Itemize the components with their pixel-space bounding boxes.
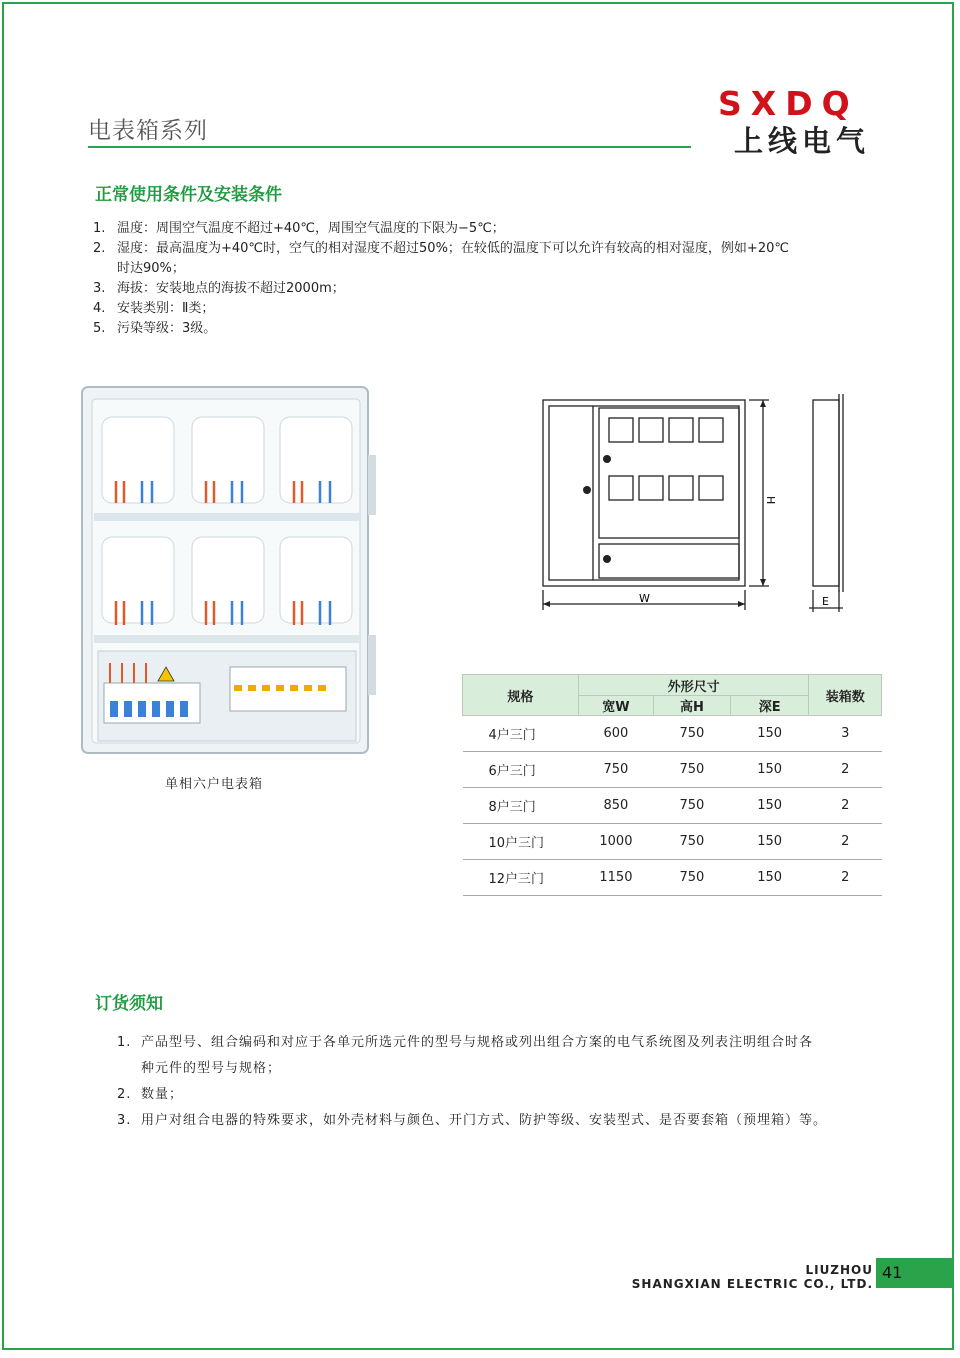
ordering-item-continuation: 种元件的型号与规格；: [141, 1061, 282, 1076]
logo-cn: 上线电气: [734, 124, 871, 158]
condition-item: 2. 湿度：最高温度为+40℃时，空气的相对湿度不超过50%；在较低的温度下可以允许有较高的相对湿度，例如+20℃: [93, 241, 789, 256]
ordering-item: 1. 产品型号、组合编码和对应于各单元所选元件的型号与规格或列出组合方案的电气系统图及列表注明组合时各: [117, 1035, 814, 1050]
condition-item: 4. 安装类别：Ⅱ类；: [93, 301, 215, 316]
header-h: 高H: [654, 696, 731, 716]
page-number: 41: [876, 1258, 954, 1288]
ordering-title: 订货须知: [95, 994, 163, 1014]
conditions-title: 正常使用条件及安装条件: [95, 185, 282, 205]
dimension-drawing: [535, 390, 855, 615]
logo-en: SXDQ: [718, 84, 859, 123]
table-row: 10户三门 1000 750 150 2: [463, 824, 882, 860]
condition-item: 3. 海拔：安装地点的海拔不超过2000m；: [93, 281, 345, 296]
header-e: 深E: [730, 696, 809, 716]
ordering-item: 3. 用户对组合电器的特殊要求，如外壳材料与颜色、开门方式、防护等级、安装型式、是否要套箱（预埋箱）等。: [117, 1113, 828, 1128]
ordering-list: [117, 1030, 917, 1134]
ordering-item: 2. 数量；: [117, 1087, 184, 1102]
condition-item-continuation: 时达90%；: [117, 261, 185, 276]
label-e: E: [822, 595, 829, 608]
spec-table: [462, 674, 882, 896]
series-title: 电表箱系列: [88, 118, 208, 144]
table-row: 12户三门 1150 750 150 2: [463, 860, 882, 896]
footer-city: LIUZHOU: [805, 1263, 873, 1277]
header-w: 宽W: [578, 696, 653, 716]
footer-company: SHANGXIAN ELECTRIC CO., LTD.: [631, 1277, 873, 1291]
meter-box-photo: [80, 385, 380, 757]
condition-item: 5. 污染等级：3级。: [93, 321, 217, 336]
label-h: H: [764, 496, 777, 505]
header-dims: 外形尺寸: [578, 675, 809, 696]
table-row: 4户三门 600 750 150 3: [463, 716, 882, 752]
header-spec: 规格: [463, 675, 579, 716]
photo-caption: 单相六户电表箱: [165, 777, 264, 792]
label-w: W: [639, 592, 650, 605]
header-qty: 装箱数: [809, 675, 882, 716]
conditions-list: [93, 219, 913, 339]
title-rule: [88, 146, 691, 148]
table-row: 6户三门 750 750 150 2: [463, 752, 882, 788]
condition-item: 1. 温度：周围空气温度不超过+40℃，周围空气温度的下限为−5℃；: [93, 221, 505, 236]
table-row: 8户三门 850 750 150 2: [463, 788, 882, 824]
